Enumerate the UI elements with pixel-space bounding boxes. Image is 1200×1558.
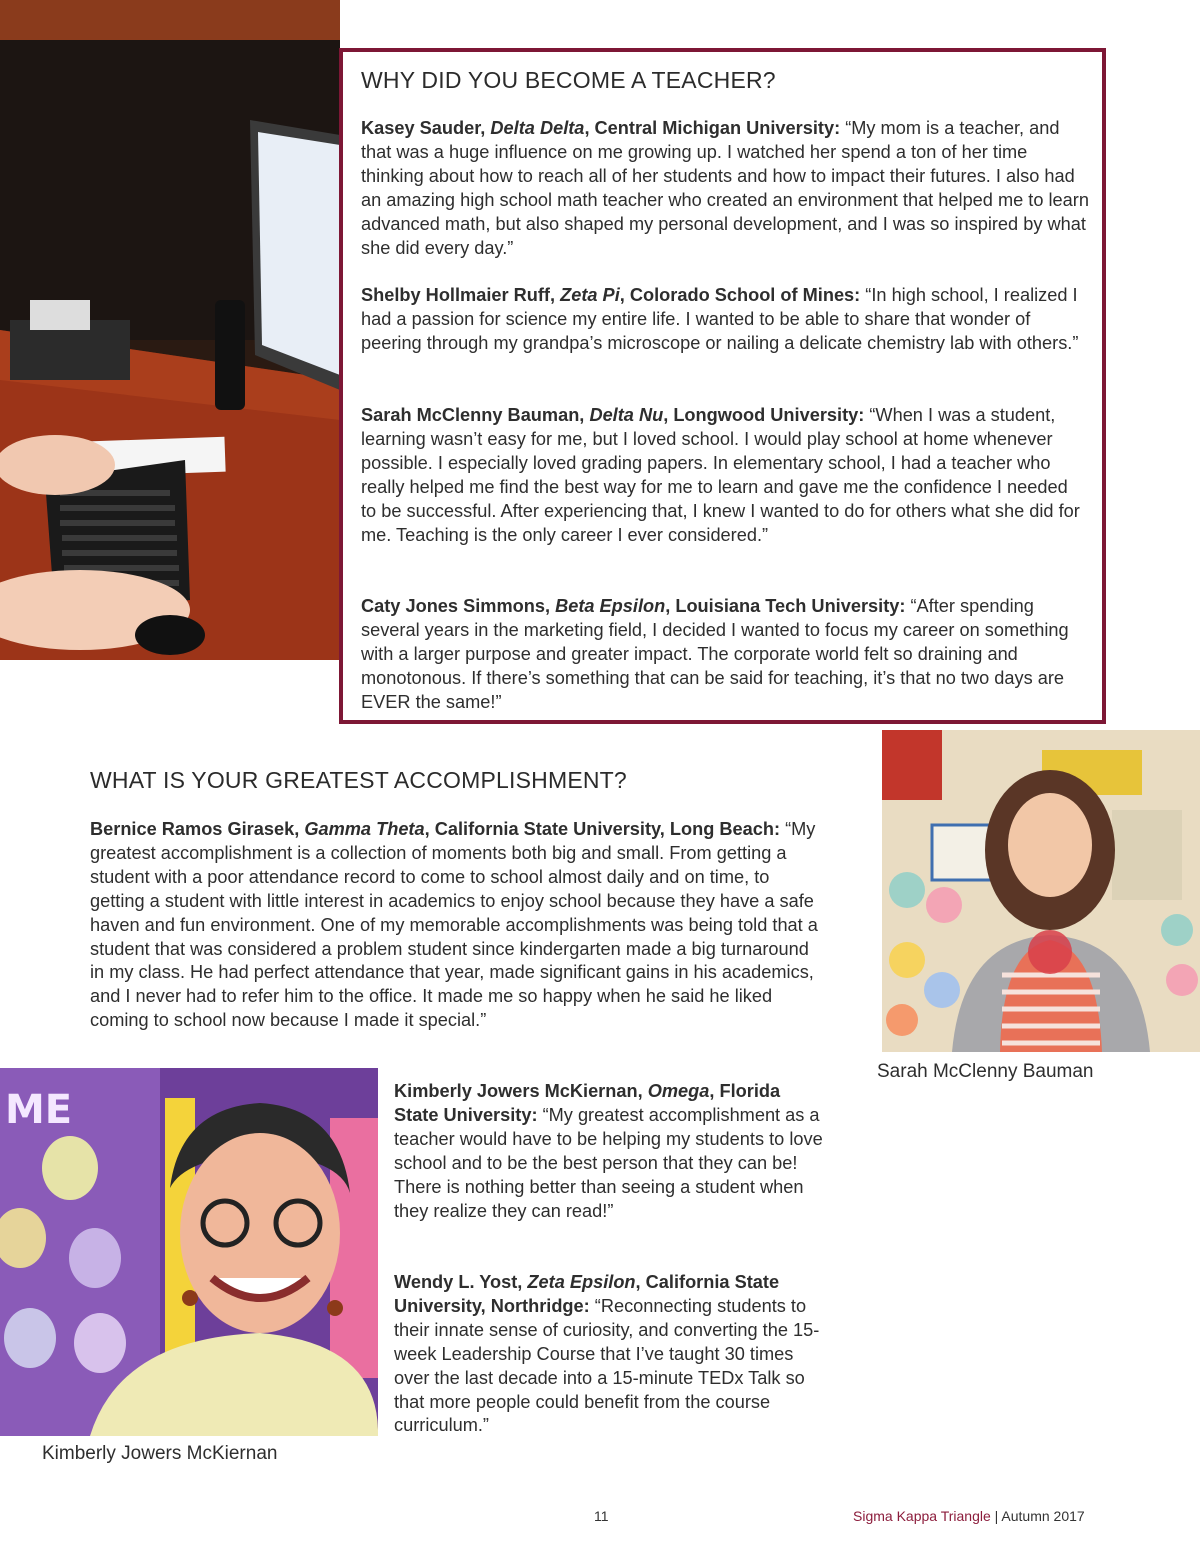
quote-entry — [361, 404, 1086, 547]
entry-quote: “After spending several years in the marketing field, I decided I wanted to focus my career on something with a larger purpose and greater impact. The corporate world felt so draining and monotonous. If there’s something that can be said for teaching, it’s that no two days are EVER the same!” — [361, 596, 1069, 712]
entry-name: Shelby Hollmaier Ruff, — [361, 285, 556, 305]
kimberly-photo-caption: Kimberly Jowers McKiernan — [42, 1443, 278, 1464]
quote-entry — [361, 284, 1081, 356]
entry-quote: “My greatest accomplishment as a teacher would have to be helping my students to love school and to be the best person that they can be! There is nothing better than seeing a student when they realize they can read!” — [394, 1104, 823, 1221]
sarah-portrait-photo — [882, 730, 1200, 1052]
accomplishment-heading: WHAT IS YOUR GREATEST ACCOMPLISHMENT? — [90, 767, 627, 793]
entry-chapter: Gamma Theta — [304, 819, 425, 839]
entry-chapter: Zeta Epsilon — [527, 1272, 636, 1292]
entry-school: , California State University, Long Beach: — [424, 819, 781, 839]
issue-date: Autumn 2017 — [1001, 1508, 1085, 1524]
quote-entry — [394, 1271, 826, 1438]
entry-quote: “When I was a student, learning wasn’t easy for me, but I loved school. I would play school at home whenever possible. I especially loved grading papers. In elementary school, I had a teacher who really helped me find the best way for me to learn and gave me the confidence I needed to be successful. After experiencing that, I knew I wanted to do for others what she did for me. Teaching is the only career I ever considered.” — [361, 405, 1080, 545]
footer-issue-line — [853, 1508, 1085, 1524]
entry-chapter: Delta Delta — [490, 118, 585, 138]
entry-school: , Colorado School of Mines: — [619, 285, 861, 305]
publication-name: Sigma Kappa Triangle — [853, 1508, 991, 1524]
footer-separator: | — [994, 1508, 999, 1524]
entry-school: , Central Michigan University: — [584, 118, 841, 138]
quote-entry — [394, 1080, 826, 1223]
entry-school: , California State University, Northridge: — [394, 1272, 780, 1316]
entry-quote: “In high school, I realized I had a passion for science my entire life. I wanted to be able to share that wonder of peering through my grandpa’s microscope or nailing a delicate chemistry lab with others.” — [361, 285, 1079, 353]
quote-entry — [90, 818, 818, 1033]
sarah-photo-caption: Sarah McClenny Bauman — [877, 1061, 1094, 1082]
entry-name: Kasey Sauder, — [361, 118, 486, 138]
entry-name: Wendy L. Yost, — [394, 1272, 523, 1292]
entry-quote: “Reconnecting students to their innate sense of curiosity, and converting the 15-week Leadership Course that I’ve taught 30 times over the last decade into a 15-minute TEDx Talk so that more people could benefit from the course curriculum.” — [394, 1295, 820, 1436]
page-number: 11 — [594, 1508, 609, 1524]
desk-keyboard-photo — [0, 0, 340, 660]
entry-school: , Longwood University: — [663, 405, 865, 425]
quote-entry — [361, 595, 1089, 715]
svg-text:ME: ME — [5, 1087, 73, 1133]
why-teacher-heading: WHY DID YOU BECOME A TEACHER? — [361, 67, 776, 93]
entry-name: Bernice Ramos Girasek, — [90, 819, 300, 839]
entry-school: , Louisiana Tech University: — [665, 596, 906, 616]
entry-quote: “My greatest accomplishment is a collection of moments both big and small. From getting a student with a poor attendance record to come to school almost daily and on time, to getting a student with little interest in academics to enjoy school because they have a safe haven and fun environment. One of my memorable accomplishments was being told that a student that was considered a problem student since kindergarten made a big turnaround in my class. He had perfect attendance that year, made significant gains in his academics, and I never had to refer him to the office. It made me so happy when he said he liked coming to school now because I made it special.” — [90, 819, 818, 1031]
entry-name: Kimberly Jowers McKiernan, — [394, 1081, 643, 1101]
entry-chapter: Omega — [647, 1081, 710, 1101]
entry-chapter: Delta Nu — [589, 405, 664, 425]
entry-quote: “My mom is a teacher, and that was a huge influence on me growing up. I watched her spend a ton of her time thinking about how to reach all of her students and how to impact their futures. I also had an amazing high school math teacher who created an environment that helped me to learn advanced math, but also shaped my personal development, and I was so inspired by what she did every day.” — [361, 118, 1089, 258]
quote-entry — [361, 117, 1093, 260]
entry-school: , Florida State University: — [394, 1081, 781, 1125]
entry-name: Sarah McClenny Bauman, — [361, 405, 585, 425]
entry-name: Caty Jones Simmons, — [361, 596, 551, 616]
entry-chapter: Zeta Pi — [560, 285, 620, 305]
kimberly-portrait-photo — [0, 1068, 378, 1436]
entry-chapter: Beta Epsilon — [555, 596, 666, 616]
